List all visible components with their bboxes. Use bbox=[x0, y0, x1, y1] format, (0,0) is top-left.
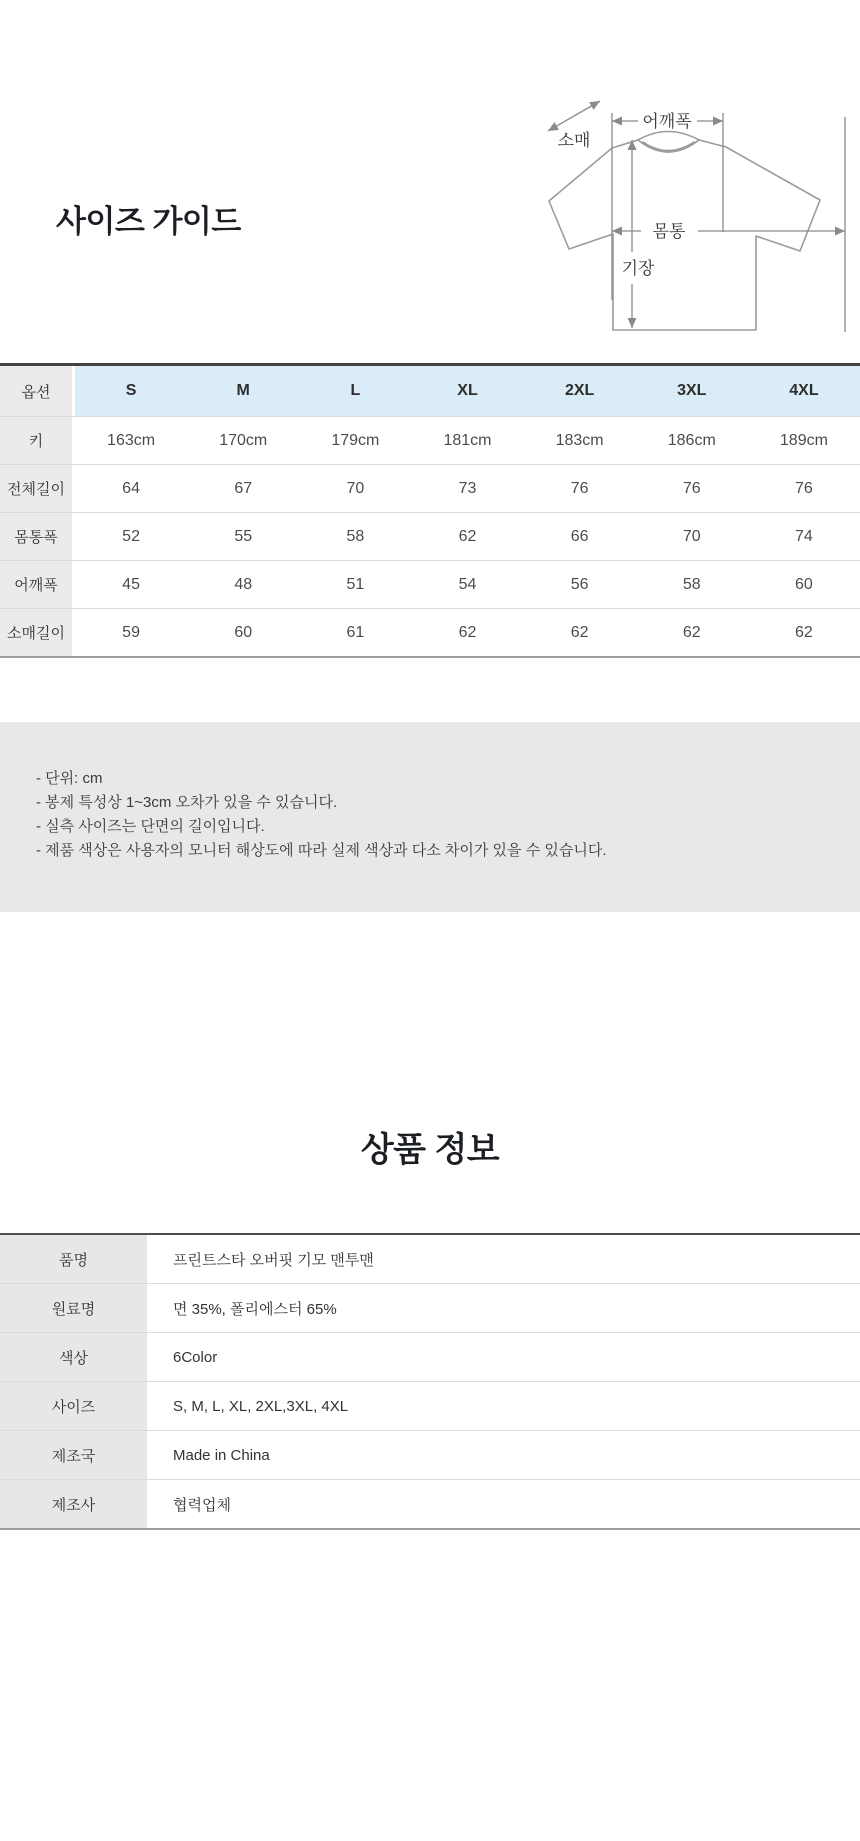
size-cell: 62 bbox=[636, 609, 748, 656]
product-info-row bbox=[0, 1430, 860, 1479]
size-cell: 64 bbox=[75, 465, 187, 512]
product-row-label: 원료명 bbox=[0, 1284, 150, 1332]
size-cell: 45 bbox=[75, 561, 187, 608]
product-info-row bbox=[0, 1235, 860, 1283]
size-row-label: 어깨폭 bbox=[0, 561, 75, 608]
product-row-value: 프린트스타 오버핏 기모 맨투맨 bbox=[150, 1235, 860, 1283]
size-table-row bbox=[0, 464, 860, 512]
product-row-value: Made in China bbox=[150, 1431, 860, 1479]
size-cell: 181cm bbox=[411, 417, 523, 464]
size-cell: 48 bbox=[187, 561, 299, 608]
note-line: - 봉제 특성상 1~3cm 오차가 있을 수 있습니다. bbox=[36, 794, 338, 811]
size-row-label: 전체길이 bbox=[0, 465, 75, 512]
size-cell: 56 bbox=[524, 561, 636, 608]
size-table-row bbox=[0, 416, 860, 464]
size-cell: 74 bbox=[748, 513, 860, 560]
product-info-row bbox=[0, 1332, 860, 1381]
size-cell: 66 bbox=[524, 513, 636, 560]
sleeve-dimension-label: 소매 bbox=[557, 131, 591, 150]
size-col-header: S bbox=[75, 366, 187, 416]
product-row-value: 협력업체 bbox=[150, 1480, 860, 1528]
product-row-value: 면 35%, 폴리에스터 65% bbox=[150, 1284, 860, 1332]
size-col-header: 3XL bbox=[636, 366, 748, 416]
dimension-arrowheads bbox=[546, 97, 845, 328]
size-cell: 58 bbox=[299, 513, 411, 560]
size-notes bbox=[0, 722, 860, 912]
size-cell: 62 bbox=[411, 513, 523, 560]
size-cell: 76 bbox=[636, 465, 748, 512]
size-table-row bbox=[0, 608, 860, 656]
size-cell: 163cm bbox=[75, 417, 187, 464]
size-cell: 61 bbox=[299, 609, 411, 656]
note-line: - 제품 색상은 사용자의 모니터 해상도에 따라 실제 색상과 다소 차이가 있을 수 있습니다. bbox=[36, 842, 607, 859]
size-guide-title: 사이즈 가이드 bbox=[56, 204, 241, 239]
length-dimension-label: 기장 bbox=[621, 259, 655, 278]
product-row-value: 6Color bbox=[150, 1333, 860, 1381]
product-info-table bbox=[0, 1233, 860, 1530]
note-line: - 실측 사이즈는 단면의 길이입니다. bbox=[36, 818, 265, 835]
size-cell: 70 bbox=[299, 465, 411, 512]
size-cell: 60 bbox=[748, 561, 860, 608]
dimension-lines bbox=[548, 101, 845, 332]
size-cell: 54 bbox=[411, 561, 523, 608]
size-table-row bbox=[0, 512, 860, 560]
size-row-label: 키 bbox=[0, 417, 75, 464]
size-cell: 62 bbox=[524, 609, 636, 656]
size-col-header: M bbox=[187, 366, 299, 416]
size-cell: 179cm bbox=[299, 417, 411, 464]
size-col-header: L bbox=[299, 366, 411, 416]
size-cell: 59 bbox=[75, 609, 187, 656]
product-row-label: 품명 bbox=[0, 1235, 150, 1283]
size-cell: 51 bbox=[299, 561, 411, 608]
size-cell: 186cm bbox=[636, 417, 748, 464]
size-row-label: 몸통폭 bbox=[0, 513, 75, 560]
shoulder-dimension-label: 어깨폭 bbox=[642, 112, 692, 131]
size-cell: 170cm bbox=[187, 417, 299, 464]
product-info-row bbox=[0, 1479, 860, 1528]
size-row-label: 소매길이 bbox=[0, 609, 75, 656]
size-table-header-row bbox=[0, 366, 860, 416]
tshirt-diagram bbox=[440, 72, 860, 344]
size-col-header: 2XL bbox=[524, 366, 636, 416]
size-col-header-option: 옵션 bbox=[0, 366, 75, 416]
size-cell: 62 bbox=[748, 609, 860, 656]
size-cell: 58 bbox=[636, 561, 748, 608]
product-row-label: 제조국 bbox=[0, 1431, 150, 1479]
product-row-label: 색상 bbox=[0, 1333, 150, 1381]
body-dimension-label: 몸통 bbox=[652, 222, 686, 241]
size-cell: 67 bbox=[187, 465, 299, 512]
size-col-header: XL bbox=[411, 366, 523, 416]
product-row-label: 제조사 bbox=[0, 1480, 150, 1528]
size-table bbox=[0, 363, 860, 658]
size-table-row bbox=[0, 560, 860, 608]
product-info-row bbox=[0, 1381, 860, 1430]
size-cell: 52 bbox=[75, 513, 187, 560]
product-info-row bbox=[0, 1283, 860, 1332]
size-cell: 62 bbox=[411, 609, 523, 656]
size-cell: 76 bbox=[524, 465, 636, 512]
note-line: - 단위: cm bbox=[36, 770, 103, 787]
size-cell: 73 bbox=[411, 465, 523, 512]
product-row-label: 사이즈 bbox=[0, 1382, 150, 1430]
product-row-value: S, M, L, XL, 2XL,3XL, 4XL bbox=[150, 1382, 860, 1430]
size-cell: 76 bbox=[748, 465, 860, 512]
size-col-header: 4XL bbox=[748, 366, 860, 416]
size-cell: 189cm bbox=[748, 417, 860, 464]
size-cell: 60 bbox=[187, 609, 299, 656]
product-info-title: 상품 정보 bbox=[360, 1131, 500, 1169]
size-cell: 55 bbox=[187, 513, 299, 560]
size-cell: 183cm bbox=[524, 417, 636, 464]
size-cell: 70 bbox=[636, 513, 748, 560]
